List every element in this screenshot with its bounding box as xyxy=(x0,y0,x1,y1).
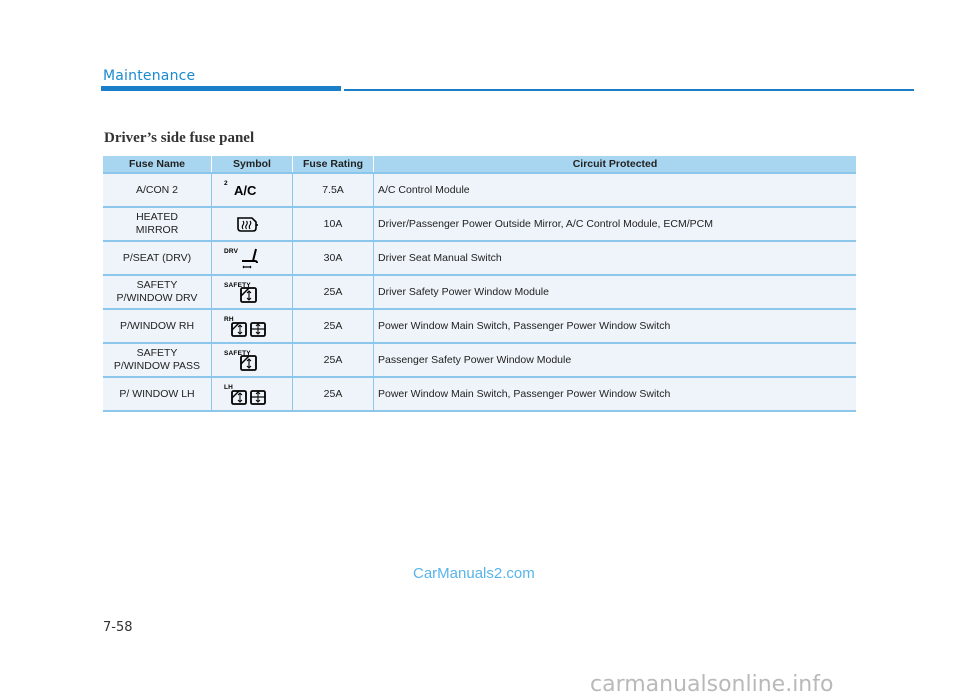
fuse-name: SAFETY P/WINDOW DRV xyxy=(103,275,212,309)
table-row xyxy=(103,343,856,377)
heated-mirror-icon xyxy=(222,209,282,239)
fuse-rating: 25A xyxy=(293,275,374,309)
fuse-rating: 25A xyxy=(293,343,374,377)
safety-window-icon xyxy=(222,277,282,307)
table-row xyxy=(103,241,856,275)
column-header-fuse-rating: Fuse Rating xyxy=(293,156,374,173)
circuit-protected: A/C Control Module xyxy=(374,173,857,207)
ac-text: A/C xyxy=(234,183,257,198)
safety-label: SAFETY xyxy=(224,282,251,289)
table-row xyxy=(103,173,856,207)
fuse-table xyxy=(103,156,856,412)
fuse-symbol xyxy=(212,207,293,241)
seat-drv-label: DRV xyxy=(224,248,239,255)
header-rule-thin xyxy=(344,89,914,91)
fuse-rating: 30A xyxy=(293,241,374,275)
header-rule-thick xyxy=(101,86,341,91)
column-header-circuit-protected: Circuit Protected xyxy=(374,156,857,173)
fuse-rating: 7.5A xyxy=(293,173,374,207)
fuse-symbol xyxy=(212,241,293,275)
fuse-rating: 25A xyxy=(293,377,374,411)
circuit-protected: Driver/Passenger Power Outside Mirror, A/C Control Module, ECM/PCM xyxy=(374,207,857,241)
fuse-symbol xyxy=(212,309,293,343)
circuit-protected: Power Window Main Switch, Passenger Power Window Switch xyxy=(374,309,857,343)
column-header-fuse-name: Fuse Name xyxy=(103,156,212,173)
table-row xyxy=(103,309,856,343)
watermark-link[interactable]: CarManuals2.com xyxy=(413,565,535,582)
window-lh-label: LH xyxy=(224,384,234,391)
panel-title: Driver’s side fuse panel xyxy=(104,130,255,146)
circuit-protected: Driver Seat Manual Switch xyxy=(374,241,857,275)
column-header-symbol: Symbol xyxy=(212,156,293,173)
circuit-protected: Driver Safety Power Window Module xyxy=(374,275,857,309)
window-rh-label: RH xyxy=(224,316,234,323)
window-lh-icon xyxy=(222,379,282,409)
fuse-name: SAFETY P/WINDOW PASS xyxy=(103,343,212,377)
window-rh-icon xyxy=(222,311,282,341)
table-row xyxy=(103,275,856,309)
fuse-symbol xyxy=(212,343,293,377)
table-row xyxy=(103,377,856,411)
table-row xyxy=(103,207,856,241)
fuse-name: P/WINDOW RH xyxy=(103,309,212,343)
fuse-rating: 25A xyxy=(293,309,374,343)
ac-2-label: 2 xyxy=(224,180,228,187)
fuse-symbol xyxy=(212,173,293,207)
seat-drv-icon xyxy=(222,243,282,273)
fuse-name: HEATED MIRROR xyxy=(103,207,212,241)
fuse-symbol xyxy=(212,377,293,411)
fuse-name: P/ WINDOW LH xyxy=(103,377,212,411)
footer-watermark: carmanualsonline.info xyxy=(590,672,834,697)
ac-2-icon xyxy=(222,175,282,205)
page-number: 7-58 xyxy=(103,620,133,635)
section-label: Maintenance xyxy=(103,68,196,84)
table-header-row xyxy=(103,156,856,173)
safety-window-icon xyxy=(222,345,282,375)
circuit-protected: Passenger Safety Power Window Module xyxy=(374,343,857,377)
circuit-protected: Power Window Main Switch, Passenger Power Window Switch xyxy=(374,377,857,411)
safety-label: SAFETY xyxy=(224,350,251,357)
fuse-name: A/CON 2 xyxy=(103,173,212,207)
fuse-symbol xyxy=(212,275,293,309)
fuse-name: P/SEAT (DRV) xyxy=(103,241,212,275)
fuse-rating: 10A xyxy=(293,207,374,241)
